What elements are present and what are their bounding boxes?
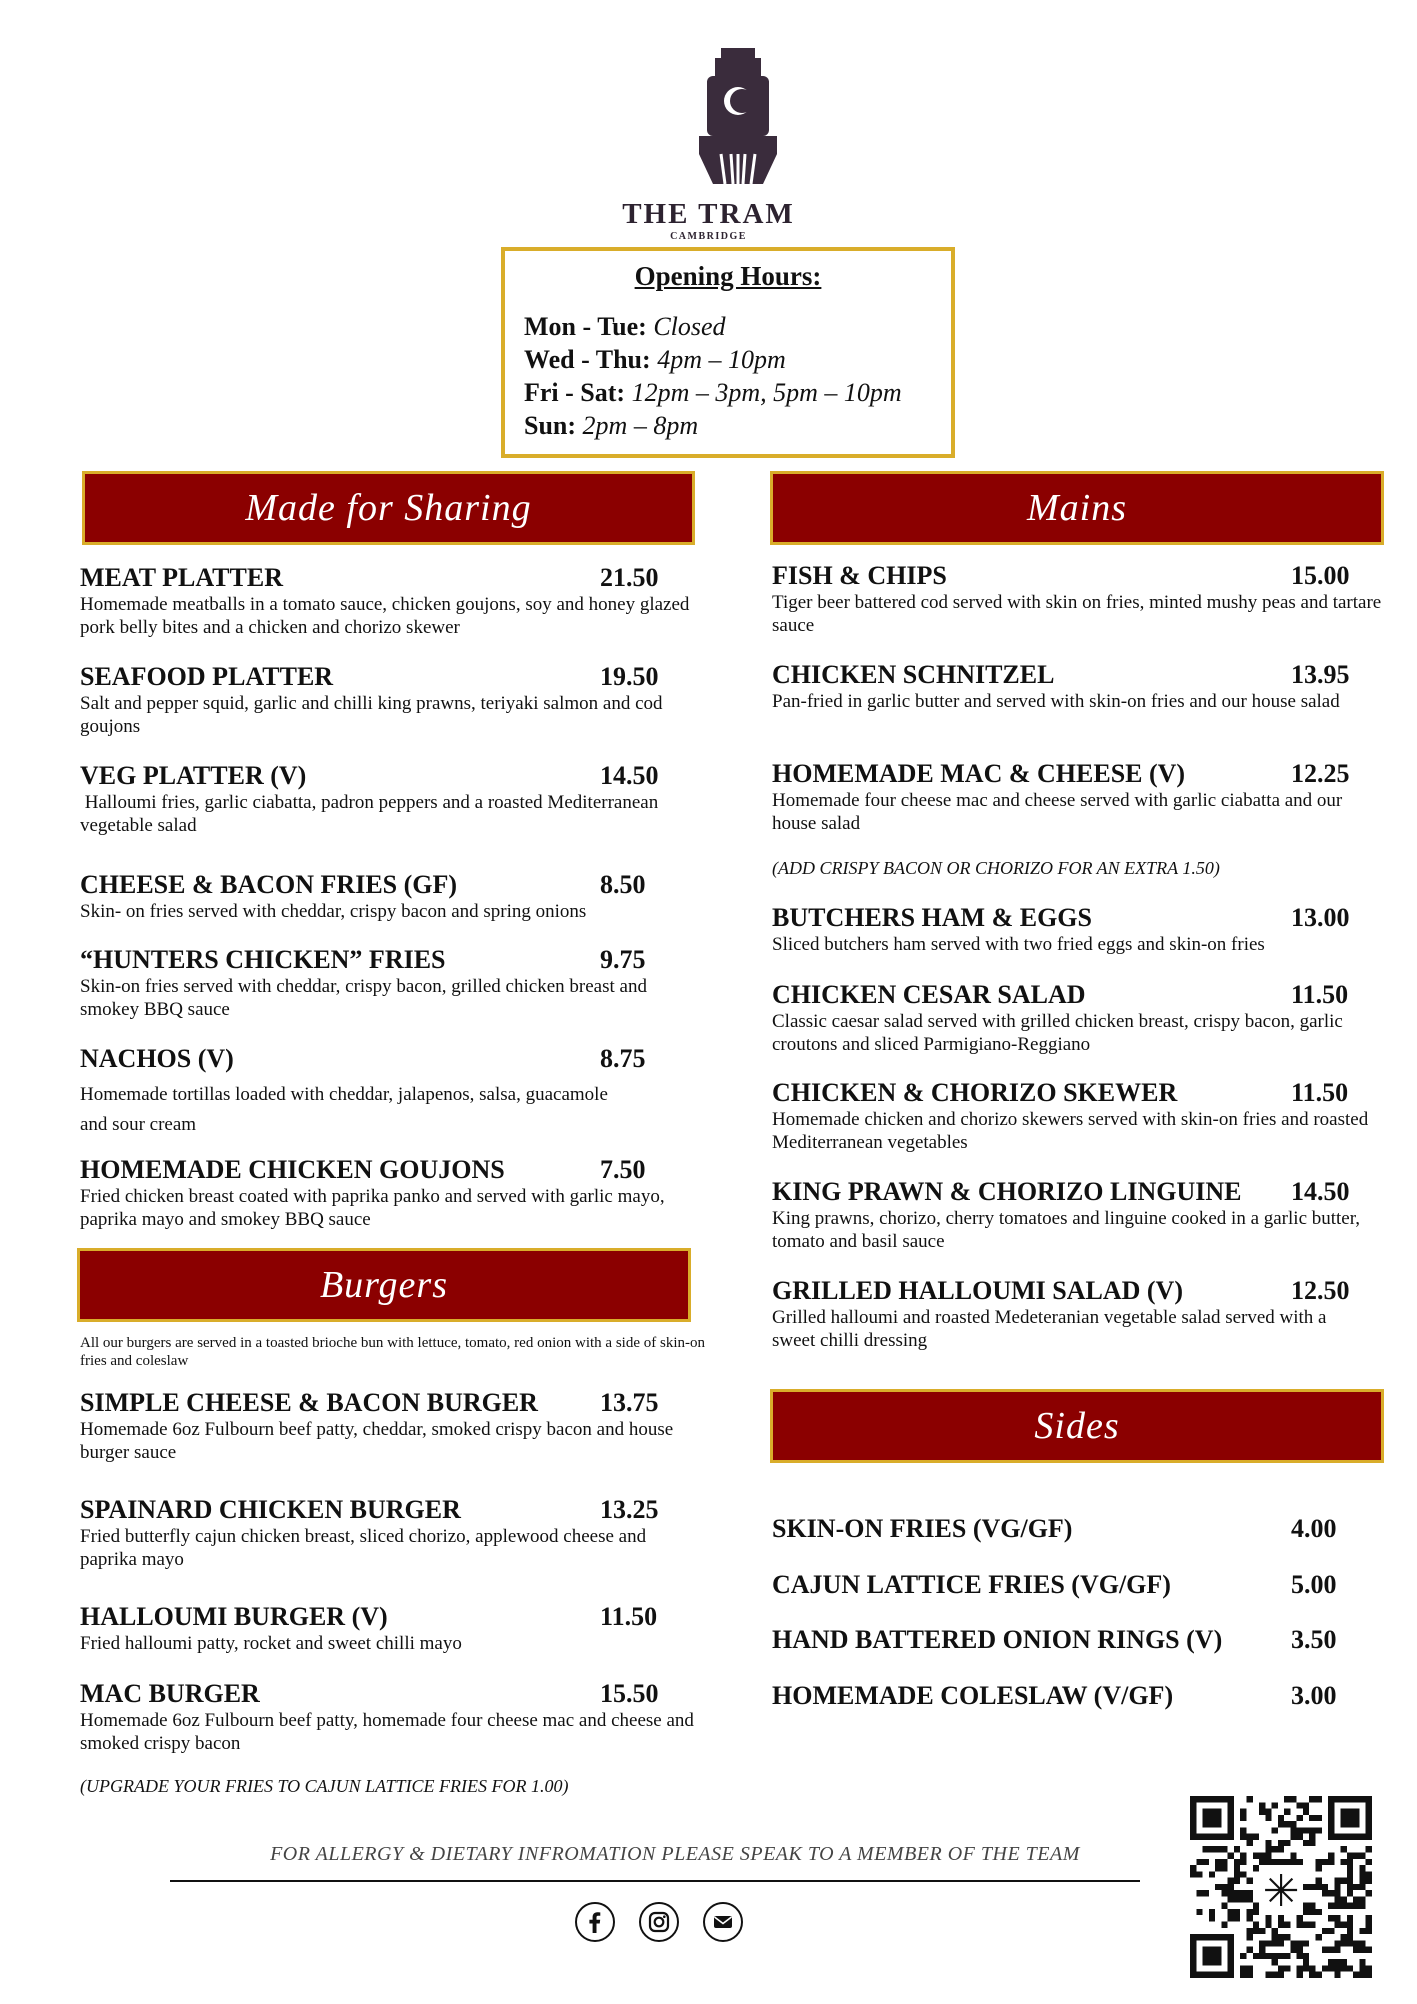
- item-name: HALLOUMI BURGER (V): [80, 1602, 388, 1631]
- item-description: Sliced butchers ham served with two fried eggs and skin-on fries: [772, 934, 1265, 955]
- section-header-burgers: [77, 1248, 691, 1322]
- tram-logo: [693, 46, 783, 186]
- item-name: CHEESE & BACON FRIES (GF): [80, 870, 458, 899]
- facebook-icon[interactable]: [575, 1902, 615, 1942]
- email-icon[interactable]: [703, 1902, 743, 1942]
- item-price: 8.50: [600, 870, 646, 899]
- side-name: SKIN-ON FRIES (VG/GF): [772, 1514, 1073, 1543]
- item-name: MAC BURGER: [80, 1679, 260, 1708]
- item-price: 19.50: [600, 662, 659, 691]
- hours-row: [524, 312, 726, 342]
- side-price: 3.50: [1291, 1625, 1337, 1654]
- item-name: KING PRAWN & CHORIZO LINGUINE: [772, 1177, 1242, 1206]
- section-title: Sides: [1034, 1405, 1120, 1447]
- item-price: 12.50: [1291, 1276, 1350, 1305]
- item-name: VEG PLATTER (V): [80, 761, 307, 790]
- section-title: Burgers: [319, 1264, 449, 1306]
- item-price: 9.75: [600, 945, 646, 974]
- footer-divider: [170, 1880, 1140, 1882]
- item-description: Homemade tortillas loaded with cheddar, jalapenos, salsa, guacamole and sour cream: [80, 1084, 608, 1135]
- item-description: Pan-fried in garlic butter and served with skin-on fries and our house salad: [772, 691, 1340, 712]
- qr-code[interactable]: [1190, 1796, 1372, 1978]
- item-name: FISH & CHIPS: [772, 561, 947, 590]
- item-description: Homemade four cheese mac and cheese served with garlic ciabatta and our house salad: [772, 790, 1343, 834]
- item-name: MEAT PLATTER: [80, 563, 283, 592]
- instagram-icon[interactable]: [639, 1902, 679, 1942]
- brand-name: THE TRAM: [622, 198, 795, 230]
- hours-day: Fri - Sat:: [524, 378, 626, 407]
- section-title: Made for Sharing: [245, 487, 532, 529]
- section-header-mains: [770, 471, 1384, 545]
- brand-location: CAMBRIDGE: [670, 231, 747, 242]
- side-price: 4.00: [1291, 1514, 1337, 1543]
- item-description: Fried butterfly cajun chicken breast, sliced chorizo, applewood cheese and paprika mayo: [80, 1526, 647, 1570]
- item-name: CHICKEN CESAR SALAD: [772, 980, 1086, 1009]
- section-header-sides: [770, 1389, 1384, 1463]
- item-name: GRILLED HALLOUMI SALAD (V): [772, 1276, 1183, 1305]
- section-header-sharing: [82, 471, 695, 545]
- item-name: SIMPLE CHEESE & BACON BURGER: [80, 1388, 538, 1417]
- item-price: 21.50: [600, 563, 659, 592]
- svg-text:✳: ✳: [1262, 1865, 1300, 1917]
- item-description: Skin- on fries served with cheddar, crispy bacon and spring onions: [80, 901, 587, 922]
- item-description: King prawns, chorizo, cherry tomatoes and linguine cooked in a garlic butter, tomato and basil sauce: [772, 1208, 1361, 1252]
- hours-day: Wed - Thu:: [524, 345, 651, 374]
- burgers-intro: All our burgers are served in a toasted brioche bun with lettuce, tomato, red onion with a side of skin-on fries and coleslaw: [80, 1335, 705, 1369]
- item-description: Homemade 6oz Fulbourn beef patty, cheddar, smoked crispy bacon and house burger sauce: [80, 1419, 674, 1463]
- side-price: 3.00: [1291, 1681, 1337, 1710]
- item-description: Tiger beer battered cod served with skin on fries, minted mushy peas and tartare sauce: [772, 592, 1382, 636]
- opening-hours-box: [501, 247, 955, 458]
- item-name: BUTCHERS HAM & EGGS: [772, 903, 1092, 932]
- item-description: Grilled halloumi and roasted Medeteranian vegetable salad served with a sweet chilli dressing: [772, 1307, 1327, 1351]
- hours-time: 4pm – 10pm: [657, 345, 786, 374]
- item-price: 15.50: [600, 1679, 659, 1708]
- item-price: 13.95: [1291, 660, 1350, 689]
- mains-extra-note: (ADD CRISPY BACON OR CHORIZO FOR AN EXTRA 1.50): [772, 858, 1220, 878]
- item-name: SPAINARD CHICKEN BURGER: [80, 1495, 461, 1524]
- item-name: HOMEMADE MAC & CHEESE (V): [772, 759, 1186, 788]
- item-name: SEAFOOD PLATTER: [80, 662, 334, 691]
- item-price: 11.50: [600, 1602, 658, 1631]
- item-price: 13.75: [600, 1388, 659, 1417]
- hours-day: Sun:: [524, 411, 577, 440]
- item-description: Homemade chicken and chorizo skewers served with skin-on fries and roasted Mediterranean vegetables: [772, 1109, 1369, 1153]
- item-description: Homemade meatballs in a tomato sauce, chicken goujons, soy and honey glazed pork belly bites and a chicken and chorizo skewer: [80, 594, 690, 638]
- burgers-upgrade-note: (UPGRADE YOUR FRIES TO CAJUN LATTICE FRIES FOR 1.00): [80, 1776, 569, 1796]
- item-description: Skin-on fries served with cheddar, crispy bacon, grilled chicken breast and smokey BBQ sauce: [80, 976, 647, 1020]
- hours-time: 12pm – 3pm, 5pm – 10pm: [631, 378, 902, 407]
- hours-day: Mon - Tue:: [524, 312, 647, 341]
- side-price: 5.00: [1291, 1570, 1337, 1599]
- item-description: Classic caesar salad served with grilled chicken breast, crispy bacon, garlic croutons and sliced Parmigiano-Reggiano: [772, 1011, 1343, 1055]
- side-name: HAND BATTERED ONION RINGS (V): [772, 1625, 1223, 1654]
- item-price: 12.25: [1291, 759, 1350, 788]
- item-name: NACHOS (V): [80, 1044, 234, 1073]
- item-price: 8.75: [600, 1044, 646, 1073]
- item-name: CHICKEN SCHNITZEL: [772, 660, 1055, 689]
- item-price: 11.50: [1291, 980, 1349, 1009]
- item-name: “HUNTERS CHICKEN” FRIES: [80, 945, 446, 974]
- item-price: 13.00: [1291, 903, 1350, 932]
- item-description: Fried chicken breast coated with paprika panko and served with garlic mayo, paprika mayo and smokey BBQ sauce: [80, 1186, 665, 1230]
- opening-hours-title: Opening Hours:: [634, 261, 822, 291]
- item-price: 13.25: [600, 1495, 659, 1524]
- section-title: Mains: [1027, 487, 1127, 529]
- hours-time: 2pm – 8pm: [582, 411, 699, 440]
- item-description: Salt and pepper squid, garlic and chilli king prawns, teriyaki salmon and cod goujons: [80, 693, 663, 737]
- hours-time: Closed: [653, 312, 726, 341]
- item-description: Homemade 6oz Fulbourn beef patty, homemade four cheese mac and cheese and smoked crispy bacon: [80, 1710, 694, 1754]
- allergy-notice: FOR ALLERGY & DIETARY INFROMATION PLEASE SPEAK TO A MEMBER OF THE TEAM: [270, 1843, 1080, 1865]
- hours-row: [524, 378, 902, 408]
- side-name: HOMEMADE COLESLAW (V/GF): [772, 1681, 1174, 1710]
- item-price: 11.50: [1291, 1078, 1349, 1107]
- item-name: CHICKEN & CHORIZO SKEWER: [772, 1078, 1178, 1107]
- item-price: 14.50: [600, 761, 659, 790]
- item-name: HOMEMADE CHICKEN GOUJONS: [80, 1155, 505, 1184]
- item-price: 15.00: [1291, 561, 1350, 590]
- hours-row: [524, 411, 698, 441]
- hours-row: [524, 345, 786, 375]
- item-description: Halloumi fries, garlic ciabatta, padron peppers and a roasted Mediterranean vegetable salad: [80, 792, 663, 836]
- item-description: Fried halloumi patty, rocket and sweet chilli mayo: [80, 1633, 462, 1654]
- item-price: 14.50: [1291, 1177, 1350, 1206]
- side-name: CAJUN LATTICE FRIES (VG/GF): [772, 1570, 1171, 1599]
- item-price: 7.50: [600, 1155, 646, 1184]
